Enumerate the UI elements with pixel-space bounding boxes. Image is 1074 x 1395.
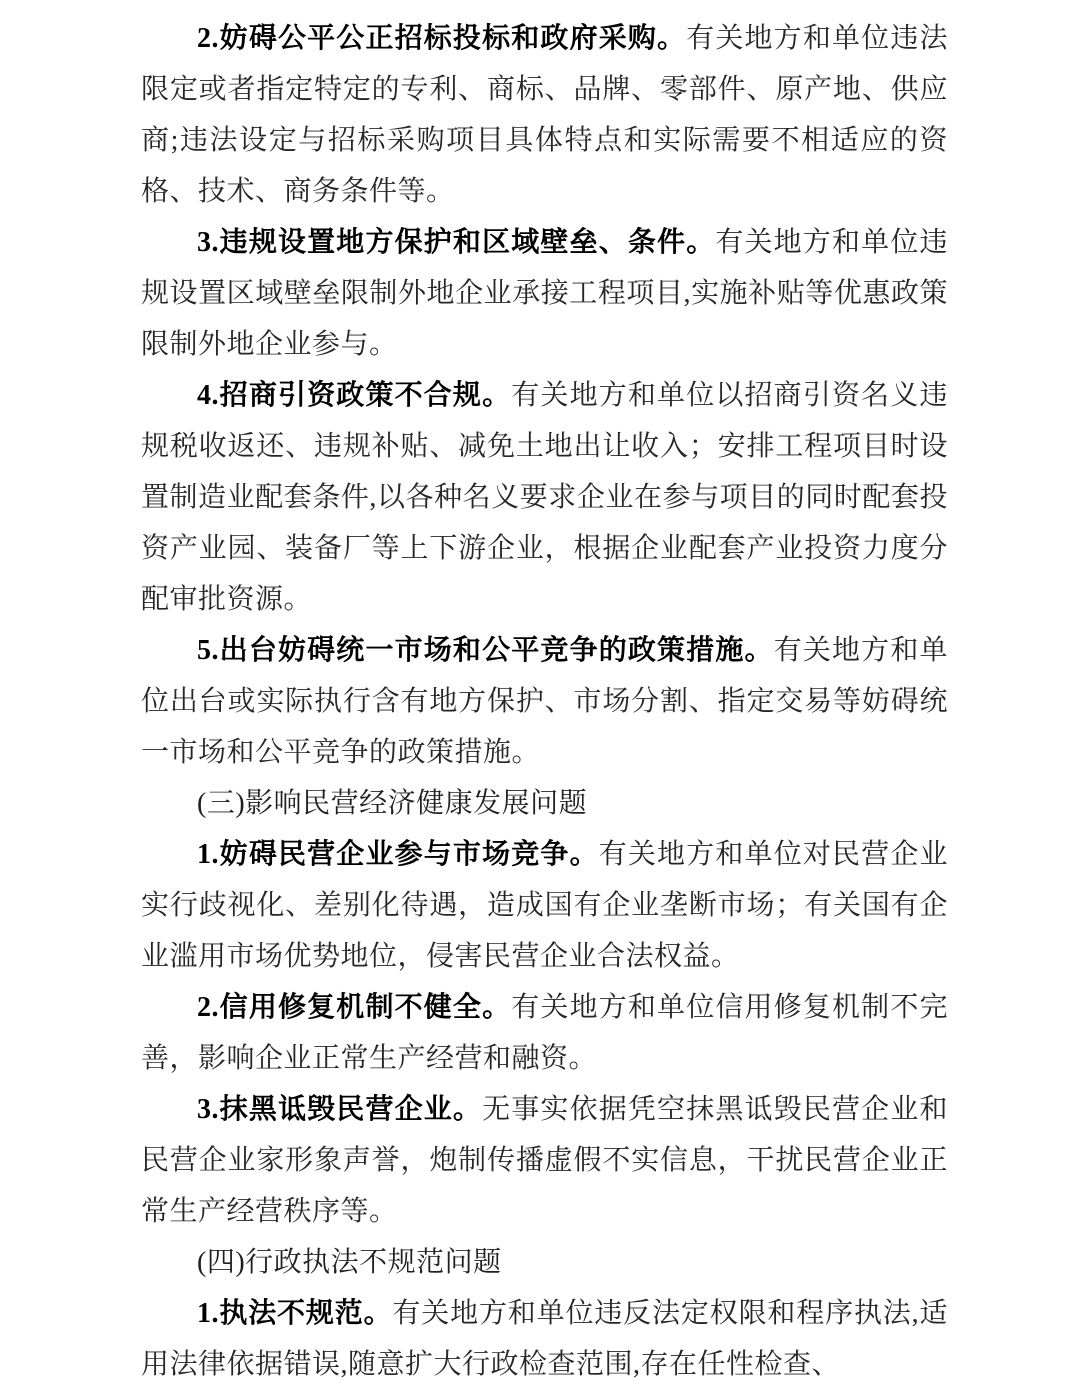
paragraph-body: 有关地方和单位出台或实际执行含有地方保护、市场分割、指定交易等妨碍统一市场和公平竞争的政策措施。 [141,635,948,768]
paragraph-irregular-enforcement [141,1288,948,1390]
paragraph-lead: 3.抹黑诋毁民营企业。 [197,1094,483,1125]
paragraph-investment-policy [141,370,948,625]
paragraph-lead: 2.妨碍公平公正招标投标和政府采购。 [197,23,687,54]
paragraph-lead: 1.妨碍民营企业参与市场竞争。 [197,839,599,870]
paragraph-body: 有关地方和单位违反法定权限和程序执法,适用法律依据错误,随意扩大行政检查范围,存在任性检查、 [141,1298,948,1380]
paragraph-private-competition [141,829,948,982]
paragraph-lead: 4.招商引资政策不合规。 [197,380,512,411]
paragraph-regional-barriers [141,217,948,370]
paragraph-body: 有关地方和单位对民营企业实行歧视化、差别化待遇，造成国有企业垄断市场；有关国有企业滥用市场优势地位，侵害民营企业合法权益。 [141,839,948,972]
paragraph-body: 有关地方和单位以招商引资名义违规税收返还、违规补贴、减免土地出让收入；安排工程项目时设置制造业配套条件,以各种名义要求企业在参与项目的同时配套投资产业园、装备厂等上下游企业，根据企业配套产业投资力度分配审批资源。 [141,380,948,615]
paragraph-body: 有关地方和单位违法限定或者指定特定的专利、商标、品牌、零部件、原产地、供应商;违法设定与招标采购项目具体特点和实际需要不相适应的资格、技术、商务条件等。 [141,23,948,207]
paragraph-lead: 1.执法不规范。 [197,1298,393,1329]
paragraph-body: 无事实依据凭空抹黑诋毁民营企业和民营企业家形象声誉，炮制传播虚假不实信息，干扰民营企业正常生产经营秩序等。 [141,1094,948,1227]
paragraph-lead: 3.违规设置地方保护和区域壁垒、条件。 [197,227,716,258]
section-heading-text: (四)行政执法不规范问题 [197,1247,502,1278]
paragraph-obstruct-bidding [141,13,948,217]
section-heading-private-economy [141,778,948,829]
paragraph-lead: 5.出台妨碍统一市场和公平竞争的政策措施。 [197,635,774,666]
paragraph-body: 有关地方和单位信用修复机制不完善，影响企业正常生产经营和融资。 [141,992,948,1074]
paragraph-lead: 2.信用修复机制不健全。 [197,992,512,1023]
paragraph-credit-repair [141,982,948,1084]
section-heading-text: (三)影响民营经济健康发展问题 [197,788,588,819]
section-heading-law-enforcement [141,1237,948,1288]
paragraph-unified-market-policy [141,625,948,778]
paragraph-body: 有关地方和单位违规设置区域壁垒限制外地企业承接工程项目,实施补贴等优惠政策限制外地企业参与。 [141,227,948,360]
paragraph-smear-private-enterprises [141,1084,948,1237]
